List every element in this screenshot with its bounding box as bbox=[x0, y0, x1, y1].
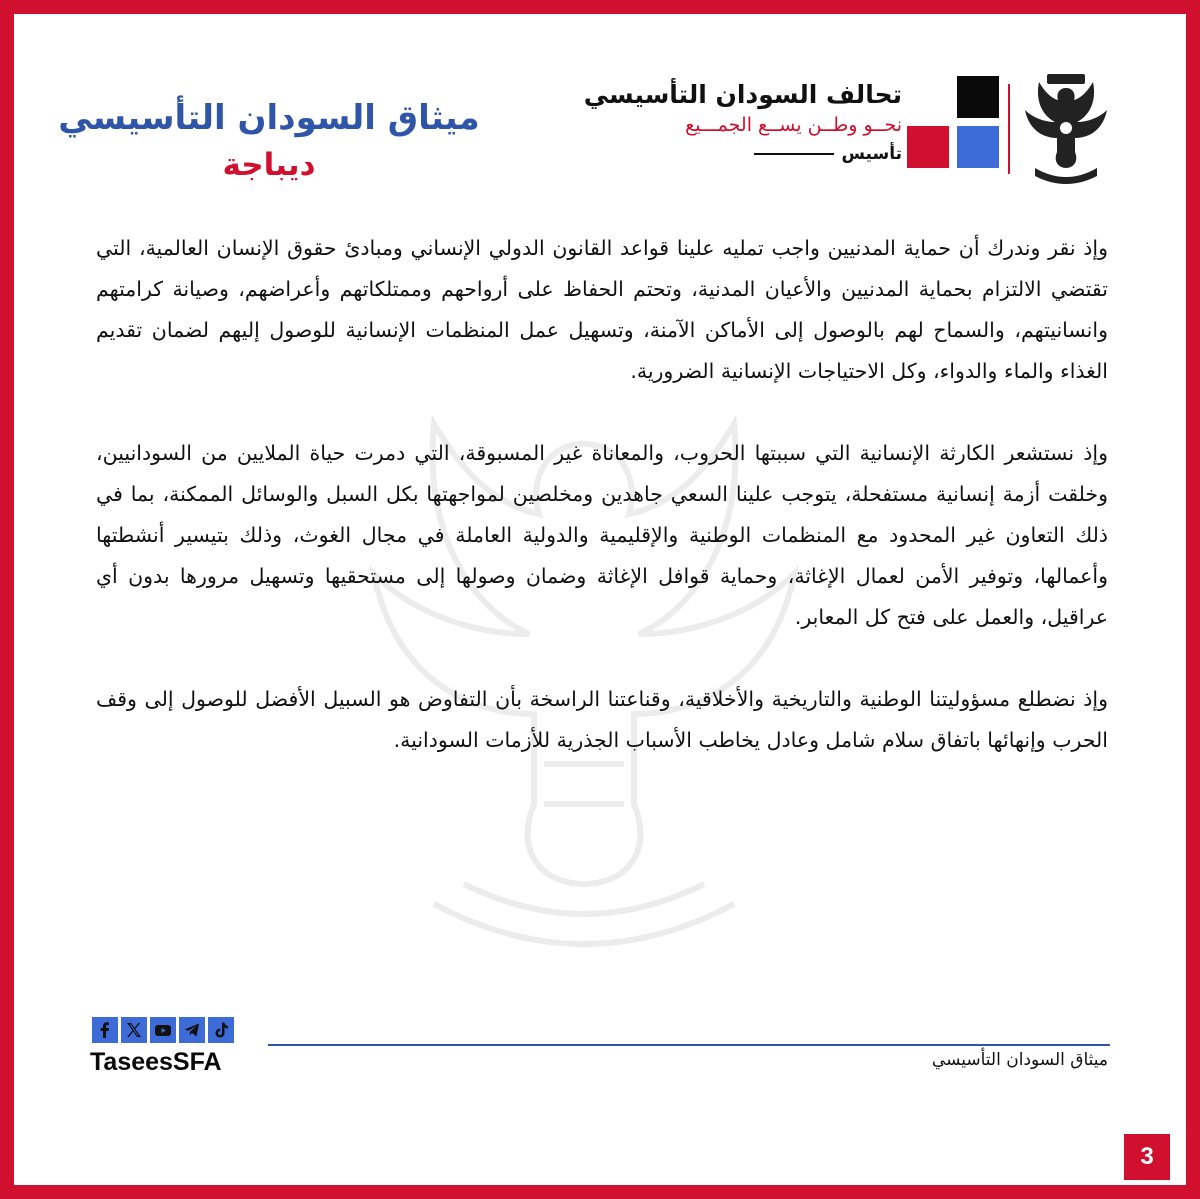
alliance-block bbox=[582, 80, 902, 168]
brand-underline bbox=[754, 153, 834, 155]
header bbox=[14, 14, 1186, 204]
document-title-block bbox=[54, 96, 484, 190]
footer-document-label: ميثاق السودان التأسيسي bbox=[931, 1050, 1108, 1070]
preamble-body bbox=[96, 228, 1108, 802]
section-title: ديباجة bbox=[222, 147, 316, 183]
paragraph: وإذ نستشعر الكارثة الإنسانية التي سببتها الحروب، والمعاناة غير المسبوقة، التي دمرت حياة الملايين من السودانيين، وخلقت أزمة إنسانية مستفحلة، يتوجب علينا السعي جاهدين ومخلصين لمواجهتها بكل السبل والوسائل الممكنة، بما في ذلك التعاون غير المحدود مع المنظمات الوطنية والإقليمية والدولية العاملة في مجال الغوث، وذلك بتيسير أنشطتها وأعمالها، وتوفير الأمن لعمال الإغاثة، وحماية قوافل الإغاثة وضمان وصولها إلى مستحقيها وتسهيل مرورها بدون أي عراقيل، والعمل على فتح كل المعابر. bbox=[96, 441, 1108, 629]
tiktok-icon[interactable] bbox=[208, 1017, 234, 1043]
telegram-icon[interactable] bbox=[179, 1017, 205, 1043]
facebook-icon[interactable] bbox=[92, 1017, 118, 1043]
footer-divider bbox=[268, 1044, 1110, 1046]
logo-square-black bbox=[957, 76, 999, 118]
paragraph: وإذ نقر وندرك أن حماية المدنيين واجب تمليه علينا قواعد القانون الدولي الإنساني ومبادئ حقوق الإنسان العالمية، التي تقتضي الالتزام بحماية المدنيين والأعيان المدنية، وتحتم الحفاظ على أرواحهم وممتلكاتهم وأعراضهم، وصيانة كرامتهم وانسانيتهم، والسماح لهم بالوصول إلى الأماكن الآمنة، وتسهيل عمل المنظمات الإنسانية للوصول إليهم لضمان تقديم الغذاء والماء والدواء، وكل الاحتياجات الإنسانية الضرورية. bbox=[96, 236, 1108, 383]
sudan-emblem-icon bbox=[1017, 72, 1115, 184]
header-divider bbox=[1008, 84, 1010, 174]
alliance-brand-row bbox=[582, 140, 902, 168]
logo-square-blue bbox=[957, 126, 999, 168]
alliance-name: تحالف السودان التأسيسي bbox=[583, 80, 902, 109]
alliance-slogan: نحــو وطــن يســع الجمـــيع bbox=[685, 114, 902, 136]
alliance-brand: تأسيس bbox=[841, 144, 902, 164]
social-icons bbox=[92, 1017, 234, 1043]
document-page bbox=[14, 14, 1186, 1185]
paragraph: وإذ نضطلع مسؤوليتنا الوطنية والتاريخية والأخلاقية، وقناعتنا الراسخة بأن التفاوض هو السبيل الأفضل للوصول إلى وقف الحرب وإنهائها باتفاق سلام شامل وعادل يخاطب الأسباب الجذرية للأزمات السودانية. bbox=[96, 687, 1108, 752]
logo-square-red bbox=[907, 126, 949, 168]
social-handle: TaseesSFA bbox=[90, 1048, 222, 1076]
charter-title: ميثاق السودان التأسيسي bbox=[58, 98, 480, 138]
page-number-badge: 3 bbox=[1124, 1134, 1170, 1180]
x-icon[interactable] bbox=[121, 1017, 147, 1043]
youtube-icon[interactable] bbox=[150, 1017, 176, 1043]
